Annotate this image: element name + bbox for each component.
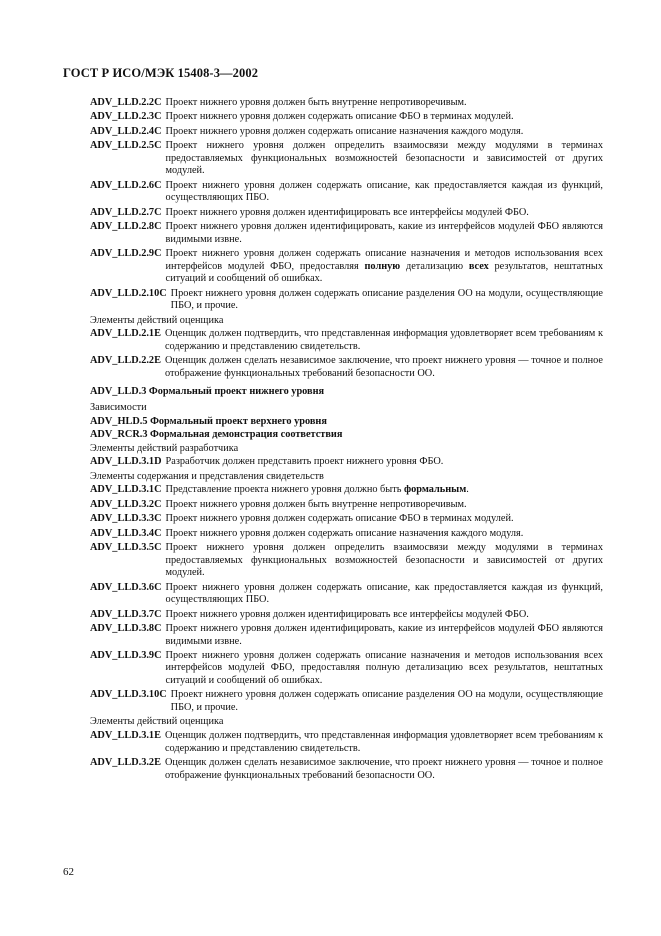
emphasis-text: всех — [468, 260, 489, 272]
requirement-code: ADV_LLD.3.8C — [90, 622, 162, 634]
requirement-entry — [63, 484, 603, 497]
requirement-code: ADV_LLD.2.2C — [90, 97, 162, 108]
requirement-text: Проект нижнего уровня должен определить взаимосвязи между модулями в терминах предоставляемых функциональных возможностей безопасности и зависимостей от других модулей. — [165, 541, 603, 579]
requirement-text: Проект нижнего уровня должен идентифицировать все интерфейсы модулей ФБО. — [165, 206, 529, 218]
page-header: ГОСТ Р ИСО/МЭК 15408-3—2002 — [63, 66, 259, 80]
requirement-text: Проект нижнего уровня должен содержать описание назначения каждого модуля. — [165, 125, 524, 137]
requirement-entry — [63, 111, 603, 124]
requirement-code: ADV_LLD.2.10C — [90, 287, 167, 299]
requirement-entry — [63, 609, 603, 622]
subsection-label: Элементы содержания и представления свидетельств — [90, 470, 324, 482]
requirement-code: ADV_LLD.2.7C — [90, 206, 162, 218]
requirement-entry — [63, 221, 603, 246]
requirement-entry — [63, 355, 603, 380]
text-run: . — [466, 484, 469, 496]
requirement-text: Проект нижнего уровня должен идентифицировать все интерфейсы модулей ФБО. — [165, 608, 529, 620]
requirement-entry — [63, 542, 603, 580]
requirement-text: Проект нижнего уровня должен содержать описание ФБО в терминах модулей. — [165, 111, 514, 123]
requirement-code: ADV_LLD.2.8C — [90, 221, 162, 233]
page-number: 62 — [63, 866, 74, 878]
requirement-entry — [63, 730, 603, 755]
requirement-code: ADV_LLD.3.2E — [90, 757, 161, 769]
requirement-text: Оценщик должен сделать независимое заключение, что проект нижнего уровня — точное и полное отображение функциональных требований безопасности ОО. — [164, 355, 603, 379]
page-content — [63, 97, 603, 784]
requirement-entry — [63, 689, 603, 714]
requirement-text: Оценщик должен сделать независимое заключение, что проект нижнего уровня — точное и полное отображение функциональных требований безопасности ОО. — [164, 757, 603, 781]
requirement-code: ADV_LLD.2.3C — [90, 111, 162, 123]
requirement-code: ADV_LLD.3.6C — [90, 581, 162, 593]
emphasis-text: формальным — [403, 484, 467, 496]
requirement-code: ADV_LLD.3.1C — [90, 484, 162, 496]
requirement-code: ADV_LLD.2.2E — [90, 355, 161, 367]
requirement-code: ADV_LLD.3.10C — [90, 689, 167, 701]
requirement-text: Проект нижнего уровня должен быть внутренне непротиворечивым. — [165, 498, 467, 510]
requirement-text: Проект нижнего уровня должен быть внутренне непротиворечивым. — [165, 97, 467, 108]
requirement-entry — [63, 623, 603, 648]
requirement-entry — [63, 140, 603, 178]
subsection-label: Элементы действий оценщика — [90, 314, 224, 326]
requirement-entry — [63, 97, 603, 110]
requirement-entry — [63, 757, 603, 782]
requirement-code: ADV_LLD.2.6C — [90, 179, 162, 191]
requirement-code: ADV_LLD.2.5C — [90, 140, 162, 152]
requirement-text: Проект нижнего уровня должен содержать описание назначения каждого модуля. — [165, 527, 524, 539]
requirement-code: ADV_LLD.3.1E — [90, 730, 161, 742]
requirement-text: Разработчик должен представить проект нижнего уровня ФБО. — [165, 456, 444, 468]
requirement-text: Проект нижнего уровня должен идентифицировать, какие из интерфейсов модулей ФБО являются видимыми извне. — [165, 622, 603, 647]
requirement-code: ADV_LLD.3.4C — [90, 527, 162, 539]
requirement-text: Проект нижнего уровня должен содержать описание, как предоставляется каждая из функций, осуществляющих ПБО. — [165, 581, 603, 606]
requirement-code: ADV_LLD.3.5C — [90, 541, 162, 553]
text-run: Представление проекта нижнего уровня должно быть — [165, 484, 404, 496]
requirement-entry — [63, 650, 603, 688]
requirement-entry — [63, 499, 603, 512]
emphasis-text: полную — [364, 260, 401, 272]
requirement-entry — [63, 207, 603, 220]
requirement-text: Оценщик должен подтвердить, что представленная информация удовлетворяет всем требованиям к содержанию и представлению свидетельств. — [164, 328, 603, 352]
requirement-code: ADV_LLD.3.9C — [90, 649, 162, 661]
requirement-code: ADV_LLD.2.1E — [90, 328, 161, 340]
requirement-text: Проект нижнего уровня должен содержать описание разделения ОО на модули, осуществляющие ПБО, и прочие. — [170, 689, 603, 714]
requirement-code: ADV_LLD.3.3C — [90, 513, 162, 525]
requirement-text: Проект нижнего уровня должен содержать описание разделения ОО на модули, осуществляющие ПБО, и прочие. — [170, 287, 603, 312]
requirement-code: ADV_LLD.2.9C — [90, 248, 162, 260]
text-run: результатов, нештатных ситуаций и сообщений об ошибках. — [165, 260, 603, 285]
requirement-code: ADV_LLD.3.1D — [90, 456, 162, 468]
requirement-text: Проект нижнего уровня должен содержать описание назначения и методов использования всех интерфейсов модулей ФБО, предоставляя полную детализацию всех результатов, нештатных ситуаций и сообщений об ошибках. — [165, 649, 603, 687]
requirement-entry — [63, 528, 603, 541]
requirement-entry — [63, 456, 603, 469]
requirement-text — [166, 248, 603, 286]
requirement-code: ADV_LLD.3.2C — [90, 498, 162, 510]
subsection-label: Элементы действий разработчика — [90, 442, 239, 454]
section-heading: ADV_LLD.3 Формальный проект нижнего уровня — [90, 386, 325, 398]
dependency-item: ADV_HLD.5 Формальный проект верхнего уровня — [90, 415, 327, 427]
requirement-entry — [63, 248, 603, 286]
requirement-entry — [63, 513, 603, 526]
requirement-entry — [63, 582, 603, 607]
requirement-text: Проект нижнего уровня должен содержать описание ФБО в терминах модулей. — [165, 513, 514, 525]
requirement-entry — [63, 180, 603, 205]
requirement-text: Проект нижнего уровня должен содержать описание, как предоставляется каждая из функций, осуществляющих ПБО. — [165, 179, 603, 204]
requirement-entry — [63, 288, 603, 313]
requirement-code: ADV_LLD.2.4C — [90, 125, 162, 137]
text-run: детализацию — [400, 260, 469, 272]
requirement-text — [166, 484, 603, 497]
requirement-entry — [63, 328, 603, 353]
subsection-label: Зависимости — [90, 402, 147, 414]
text-run: Проект нижнего уровня должен содержать описание назначения и методов использования всех интерфейсов модулей ФБО, предоставляя — [165, 248, 603, 272]
requirement-code: ADV_LLD.3.7C — [90, 608, 162, 620]
requirement-entry — [63, 126, 603, 139]
dependency-item: ADV_RCR.3 Формальная демонстрация соответствия — [90, 429, 343, 441]
subsection-label: Элементы действий оценщика — [90, 716, 224, 728]
requirement-text: Проект нижнего уровня должен идентифицировать, какие из интерфейсов модулей ФБО являются видимыми извне. — [165, 221, 603, 245]
requirement-text: Проект нижнего уровня должен определить взаимосвязи между модулями в терминах предоставляемых функциональных возможностей безопасности и зависимостей от других модулей. — [165, 140, 603, 177]
requirement-text: Оценщик должен подтвердить, что представленная информация удовлетворяет всем требованиям к содержанию и представлению свидетельств. — [164, 730, 603, 754]
